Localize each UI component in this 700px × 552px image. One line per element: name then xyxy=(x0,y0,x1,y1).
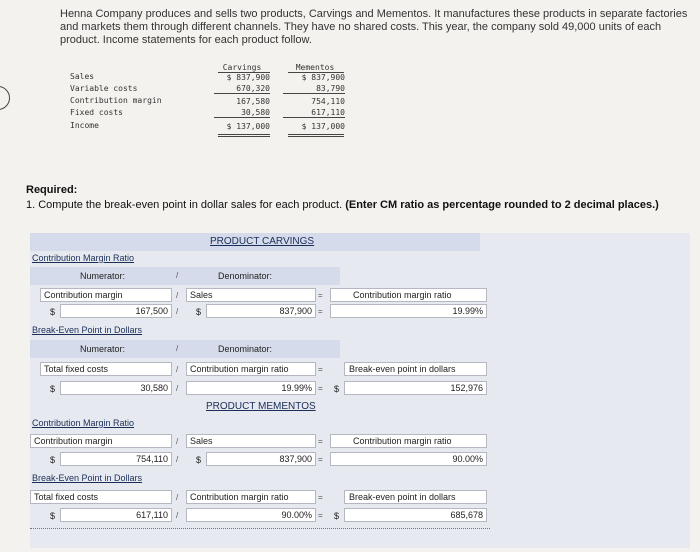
mementos-sales-value: 837,900 xyxy=(279,454,312,464)
problem-intro: Henna Company produces and sells two products, Carvings and Mementos. It manufactures these products in separate factories and markets them through different channels. They have no shared costs. This year, the company sold 49,000 units of each product. Income statements for each product follow. xyxy=(60,8,688,46)
carvings-variable-costs: 670,320 xyxy=(214,84,270,94)
divide-symbol: / xyxy=(176,344,179,353)
divide-symbol: / xyxy=(176,384,179,393)
mementos-bep-input[interactable] xyxy=(344,508,487,522)
row-label-sales: Sales xyxy=(70,72,95,81)
mementos-cm-value: 754,110 xyxy=(136,454,168,464)
mementos-sales-label-box xyxy=(186,434,316,448)
mementos-bep-value: 685,678 xyxy=(450,510,483,520)
mementos-bep-label: Break-even point in dollars xyxy=(349,492,456,502)
mementos-variable-costs: 83,790 xyxy=(283,84,345,94)
dollar-sign: $ xyxy=(50,384,56,394)
carvings-bep-numerator-label: Numerator: xyxy=(80,344,126,354)
mementos-fixed-costs-label: Total fixed costs xyxy=(34,492,99,502)
mementos-contribution-margin: 754,110 xyxy=(311,97,345,106)
dollar-sign: $ xyxy=(334,384,340,394)
required-question: 1. Compute the break-even point in dollar sales for each product. (Enter CM ratio as percentage rounded to 2 decimal places.) xyxy=(26,199,659,211)
mementos-sales-label: Sales xyxy=(190,436,213,446)
mementos-fixed-costs: 617,110 xyxy=(283,108,345,118)
mementos-cm-ratio-value: 90.00% xyxy=(452,454,483,464)
carvings-fixed-costs-value: 30,580 xyxy=(140,383,168,393)
carvings-cm-label-box xyxy=(40,288,172,302)
carvings-contribution-margin: 167,580 xyxy=(236,97,270,106)
row-label-variable-costs: Variable costs xyxy=(70,84,138,93)
dollar-sign: $ xyxy=(334,511,340,521)
equals-symbol: = xyxy=(318,307,323,316)
mementos-fixed-costs-value: 617,110 xyxy=(136,510,168,520)
carvings-income: $ 137,000 xyxy=(226,122,270,131)
page-edge-arc xyxy=(0,86,10,110)
equals-symbol: = xyxy=(318,365,323,374)
equals-symbol: = xyxy=(318,437,323,446)
carvings-cm-value: 167,500 xyxy=(135,306,168,316)
mementos-fixed-costs-label-box xyxy=(30,490,172,504)
mementos-bep-cm-ratio-label-box xyxy=(186,490,316,504)
carvings-bep-label: Break-even point in dollars xyxy=(349,364,456,374)
divide-symbol: / xyxy=(176,365,179,374)
carvings-bep-value: 152,976 xyxy=(450,383,483,393)
mementos-cm-label: Contribution margin xyxy=(34,436,113,446)
carvings-cm-ratio-label-box xyxy=(330,288,487,302)
row-label-contribution-margin: Contribution margin xyxy=(70,96,162,105)
equals-symbol: = xyxy=(318,291,323,300)
carvings-numerator-label: Numerator: xyxy=(80,271,126,281)
carvings-fixed-costs-label: Total fixed costs xyxy=(44,364,109,374)
mementos-bep-cm-ratio-input[interactable] xyxy=(186,508,316,522)
mementos-fixed-costs-input[interactable] xyxy=(60,508,172,522)
carvings-sales-value: 837,900 xyxy=(279,306,312,316)
carvings-fixed-costs: 30,580 xyxy=(214,108,270,118)
row-label-fixed-costs: Fixed costs xyxy=(70,108,123,117)
divide-symbol: / xyxy=(176,493,179,502)
carvings-cm-label: Contribution margin xyxy=(44,290,123,300)
mementos-sales-input[interactable] xyxy=(206,452,316,466)
mementos-header: Mementos xyxy=(295,63,335,72)
carvings-cm-ratio-value: 19.99% xyxy=(452,306,483,316)
mementos-sales: $ 837,900 xyxy=(301,73,345,82)
mementos-bep-label-box xyxy=(344,490,487,504)
mementos-cm-ratio-input[interactable] xyxy=(330,452,487,466)
divide-symbol: / xyxy=(176,291,179,300)
carvings-sales: $ 837,900 xyxy=(226,73,270,82)
dollar-sign: $ xyxy=(196,455,202,465)
dollar-sign: $ xyxy=(50,307,56,317)
carvings-cm-input[interactable] xyxy=(60,304,172,318)
mementos-bep-heading: Break-Even Point in Dollars xyxy=(32,473,143,483)
required-heading: Required: xyxy=(26,184,78,196)
carvings-cm-ratio-input[interactable] xyxy=(330,304,487,318)
carvings-sales-label-box xyxy=(186,288,316,302)
dollar-sign: $ xyxy=(50,511,56,521)
divide-symbol: / xyxy=(176,511,179,520)
carvings-fixed-costs-label-box xyxy=(40,362,172,376)
carvings-bep-input[interactable] xyxy=(344,381,487,395)
divide-symbol: / xyxy=(176,455,179,464)
carvings-denominator-label: Denominator: xyxy=(218,271,273,281)
mementos-cm-ratio-heading: Contribution Margin Ratio xyxy=(32,418,135,428)
mementos-cm-label-box xyxy=(30,434,172,448)
mementos-cm-ratio-label-box xyxy=(330,434,487,448)
equals-symbol: = xyxy=(318,455,323,464)
carvings-bep-heading: Break-Even Point in Dollars xyxy=(32,325,143,335)
dollar-sign: $ xyxy=(196,307,202,317)
required-instruction: (Enter CM ratio as percentage rounded to 2 decimal places.) xyxy=(345,199,659,211)
mementos-bep-cm-ratio-label: Contribution margin ratio xyxy=(190,492,289,502)
carvings-bep-cm-ratio-value: 19.99% xyxy=(281,383,312,393)
mementos-cm-input[interactable] xyxy=(60,452,172,466)
carvings-sales-label: Sales xyxy=(190,290,213,300)
equals-symbol: = xyxy=(318,493,323,502)
carvings-bep-cm-ratio-input[interactable] xyxy=(186,381,316,395)
divide-symbol: / xyxy=(176,307,179,316)
mementos-title: PRODUCT MEMENTOS xyxy=(206,401,316,412)
mementos-cm-ratio-label: Contribution margin ratio xyxy=(353,436,452,446)
carvings-fixed-costs-input[interactable] xyxy=(60,381,172,395)
carvings-bep-cm-ratio-label-box xyxy=(186,362,316,376)
dollar-sign: $ xyxy=(50,455,56,465)
mementos-bep-cm-ratio-value: 90.00% xyxy=(281,510,312,520)
carvings-bep-cm-ratio-label: Contribution margin ratio xyxy=(190,364,289,374)
carvings-title: PRODUCT CARVINGS xyxy=(210,236,315,247)
mementos-income: $ 137,000 xyxy=(301,122,345,131)
carvings-sales-input[interactable] xyxy=(206,304,316,318)
carvings-cm-ratio-label: Contribution margin ratio xyxy=(353,290,452,300)
divide-symbol: / xyxy=(176,271,179,280)
carvings-bep-denominator-label: Denominator: xyxy=(218,344,273,354)
equals-symbol: = xyxy=(318,384,323,393)
row-label-income: Income xyxy=(70,121,99,130)
carvings-cm-ratio-heading: Contribution Margin Ratio xyxy=(32,253,135,263)
carvings-header: Carvings xyxy=(222,63,262,72)
equals-symbol: = xyxy=(318,511,323,520)
divide-symbol: / xyxy=(176,437,179,446)
carvings-bep-label-box xyxy=(344,362,487,376)
